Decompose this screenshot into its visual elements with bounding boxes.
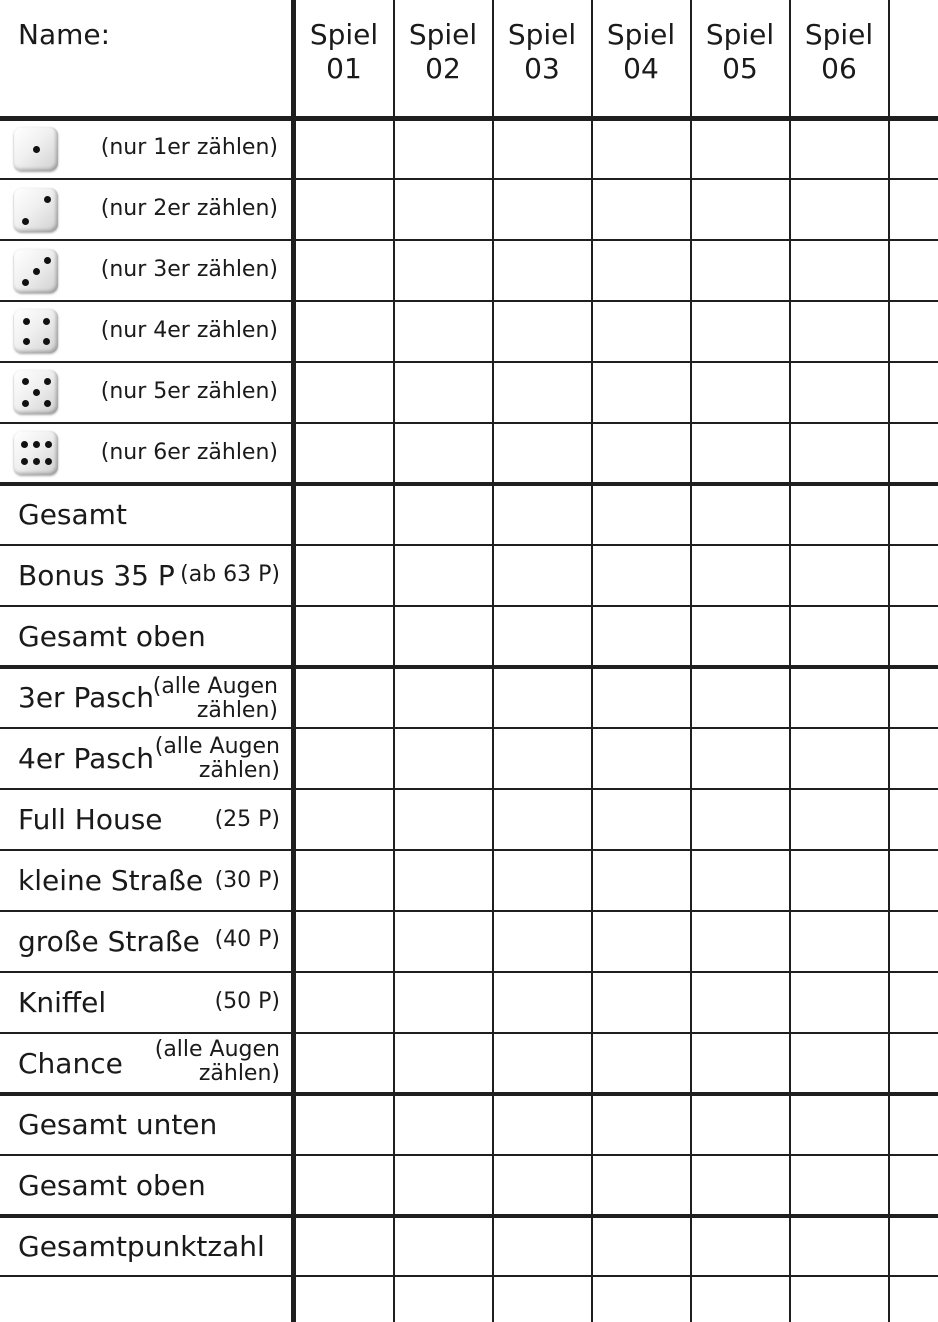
- grid-line: [0, 1032, 938, 1034]
- grid-line: [0, 239, 938, 241]
- pasch3-label: 3er Pasch: [18, 681, 154, 714]
- column-divider: [888, 0, 890, 1322]
- grid-line: [0, 605, 938, 607]
- game-header-number: 04: [623, 52, 659, 85]
- grosse-strasse-label: große Straße: [18, 925, 200, 958]
- grid-line: [0, 422, 938, 424]
- ones-note: (nur 1er zählen): [100, 135, 278, 160]
- header-divider: [0, 116, 938, 121]
- grid-line: [0, 910, 938, 912]
- game-header-word: Spiel: [309, 18, 379, 51]
- gesamt-oben-lower-label: Gesamt oben: [18, 1169, 206, 1202]
- twos-note: (nur 2er zählen): [100, 196, 278, 221]
- column-divider: [690, 0, 692, 1322]
- die-four-icon: [14, 309, 58, 353]
- bonus-label: Bonus 35 P: [18, 559, 175, 592]
- gesamt-label: Gesamt: [18, 498, 127, 531]
- section-divider: [0, 1092, 938, 1096]
- pasch4-note: [155, 735, 280, 783]
- grid-line: [0, 178, 938, 180]
- kleine-strasse-label: kleine Straße: [18, 864, 204, 897]
- grid-line: [0, 544, 938, 546]
- column-divider: [492, 0, 494, 1322]
- grid-line: [0, 361, 938, 363]
- section-divider: [0, 1214, 938, 1218]
- section-divider: [0, 482, 938, 486]
- pasch4-note-line2: zählen): [198, 758, 280, 783]
- gesamt-unten-label: Gesamt unten: [18, 1108, 218, 1141]
- name-label: Name:: [18, 18, 111, 51]
- game-header-number: 05: [722, 52, 758, 85]
- kniffel-note: (50 P): [214, 989, 280, 1014]
- game-header-06: [790, 18, 888, 86]
- game-header-number: 01: [326, 52, 362, 85]
- game-header-number: 02: [425, 52, 461, 85]
- grid-line: [0, 1275, 938, 1277]
- column-divider: [789, 0, 791, 1322]
- column-divider: [393, 0, 395, 1322]
- grid-line: [0, 849, 938, 851]
- kniffel-label: Kniffel: [18, 986, 107, 1019]
- game-header-05: [691, 18, 789, 86]
- pasch3-note: [153, 675, 278, 723]
- grid-line: [0, 971, 938, 973]
- game-header-03: [493, 18, 591, 86]
- grid-line: [0, 300, 938, 302]
- pasch3-note-line2: zählen): [196, 698, 278, 723]
- gesamt-oben-upper-label: Gesamt oben: [18, 620, 206, 653]
- game-header-word: Spiel: [507, 18, 577, 51]
- section-divider: [0, 665, 938, 669]
- pasch3-note-line1: (alle Augen: [152, 674, 278, 699]
- chance-note-line1: (alle Augen: [154, 1037, 280, 1062]
- grid-line: [0, 788, 938, 790]
- bonus-note: (ab 63 P): [180, 562, 280, 587]
- chance-note: [155, 1038, 280, 1086]
- die-three-icon: [14, 249, 58, 293]
- game-header-04: [592, 18, 690, 86]
- grosse-strasse-note: (40 P): [214, 927, 280, 952]
- game-header-word: Spiel: [408, 18, 478, 51]
- pasch4-label: 4er Pasch: [18, 742, 154, 775]
- game-header-word: Spiel: [705, 18, 775, 51]
- sixes-note: (nur 6er zählen): [100, 440, 278, 465]
- die-five-icon: [14, 370, 58, 414]
- game-header-word: Spiel: [804, 18, 874, 51]
- game-header-01: [295, 18, 393, 86]
- game-header-number: 03: [524, 52, 560, 85]
- game-header-word: Spiel: [606, 18, 676, 51]
- kleine-strasse-note: (30 P): [214, 868, 280, 893]
- column-divider: [591, 0, 593, 1322]
- game-header-number: 06: [821, 52, 857, 85]
- pasch4-note-line1: (alle Augen: [154, 734, 280, 759]
- chance-label: Chance: [18, 1047, 123, 1080]
- die-one-icon: [14, 127, 58, 171]
- chance-note-line2: zählen): [198, 1061, 280, 1086]
- label-column-divider: [291, 0, 296, 1322]
- full-house-label: Full House: [18, 803, 163, 836]
- threes-note: (nur 3er zählen): [100, 257, 278, 282]
- grid-line: [0, 727, 938, 729]
- fives-note: (nur 5er zählen): [100, 379, 278, 404]
- grid-line: [0, 1154, 938, 1156]
- game-header-02: [394, 18, 492, 86]
- die-two-icon: [14, 188, 58, 232]
- gesamtpunktzahl-label: Gesamtpunktzahl: [18, 1230, 265, 1263]
- full-house-note: (25 P): [214, 807, 280, 832]
- fours-note: (nur 4er zählen): [100, 318, 278, 343]
- die-six-icon: [14, 431, 58, 475]
